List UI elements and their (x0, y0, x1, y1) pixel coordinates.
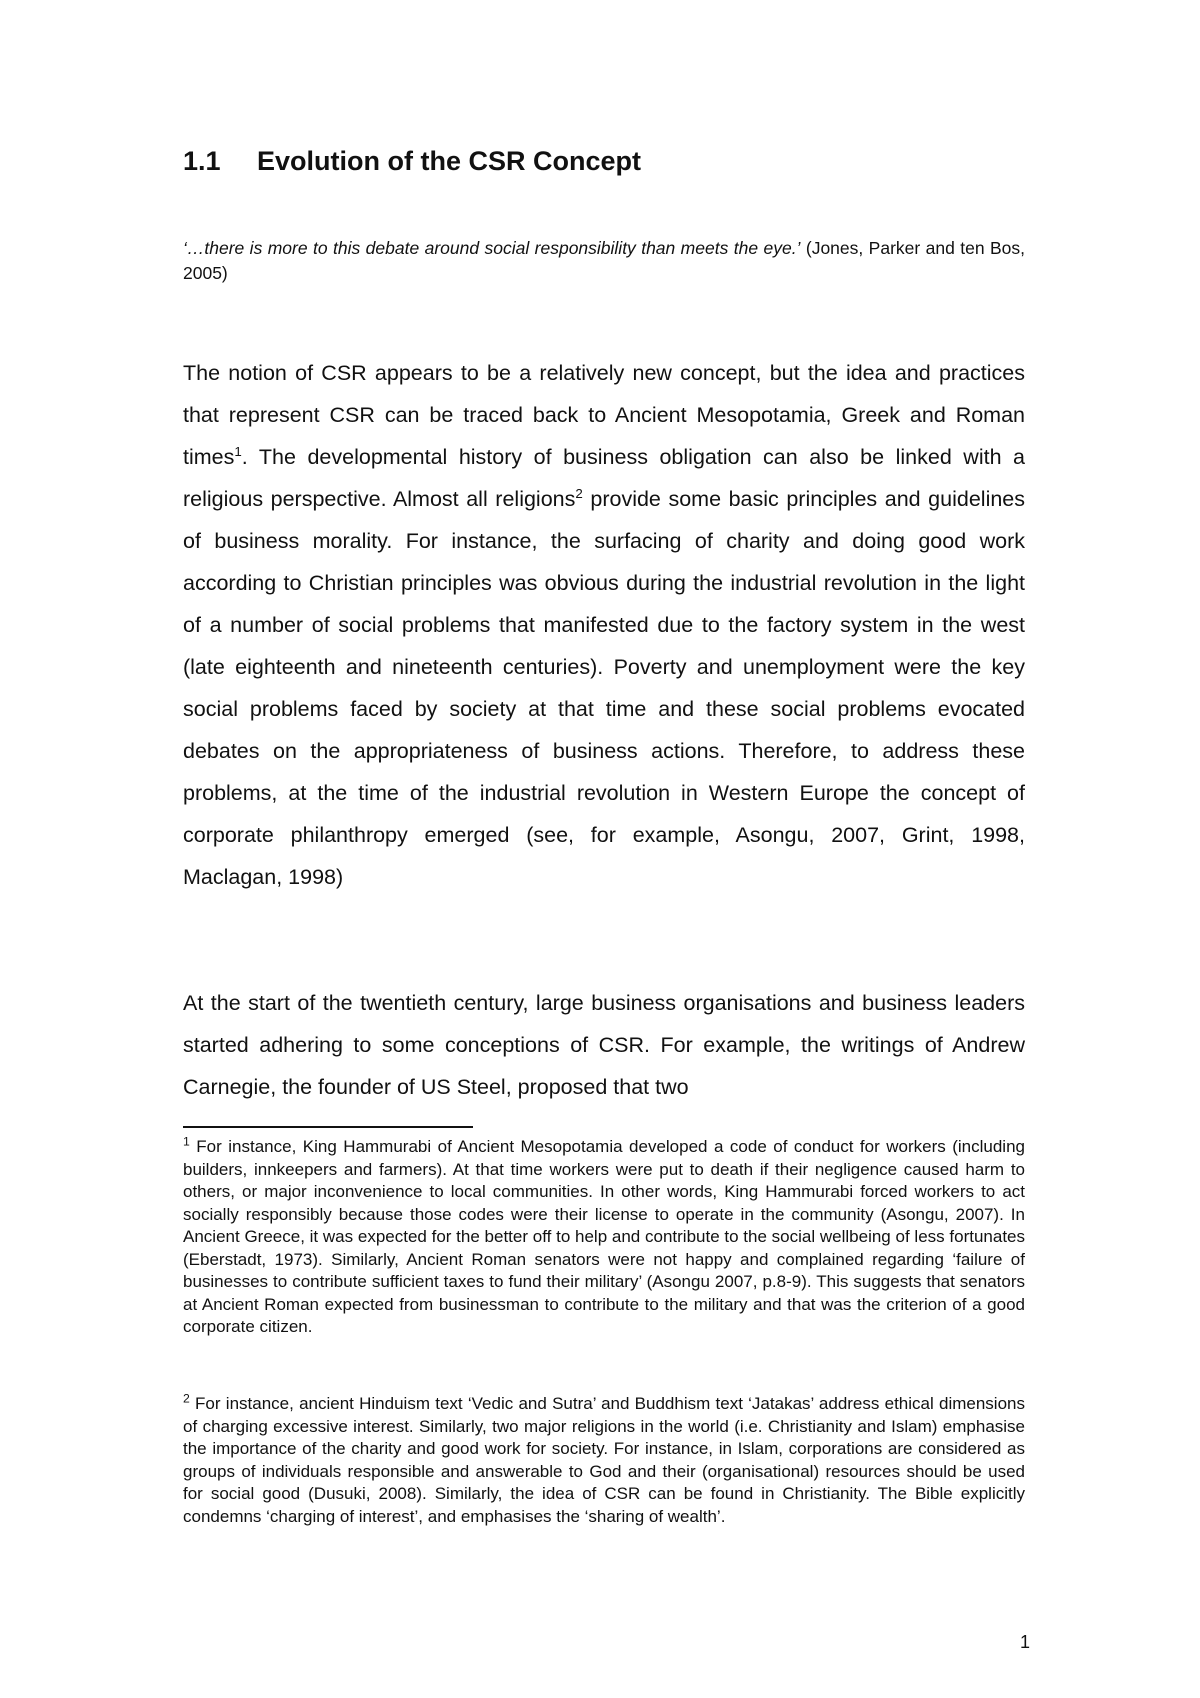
footnote-marker-2: 2 (183, 1391, 190, 1406)
section-number: 1.1 (183, 146, 221, 176)
section-heading (183, 146, 1025, 177)
footnote-marker-1: 1 (183, 1134, 190, 1149)
epigraph-quote: ‘…there is more to this debate around social responsibility than meets the eye.’ (183, 238, 801, 258)
paragraph1-text-part2: . The developmental history of business obligation can also be linked with a religious perspective. Almost all religions (183, 445, 1025, 511)
footnote-1-text: For instance, King Hammurabi of Ancient Mesopotamia developed a code of conduct for workers (including builders, innkeepers and farmers). At that time workers were put to death if their negligence caused harm to others, or major inconvenience to local communities. In other words, King Hammurabi forced workers to act socially responsibly because those codes were their license to operate in the community (Asongu, 2007). In Ancient Greece, it was expected for the better off to help and contribute to the social wellbeing of less fortunates (Eberstadt, 1973). Similarly, Ancient Roman senators were not happy and complained regarding ‘failure of businesses to contribute sufficient taxes to fund their military’ (Asongu 2007, p.8-9). This suggests that senators at Ancient Roman expected from businessman to contribute to the military and that was the criterion of a good corporate citizen. (183, 1137, 1025, 1336)
footnote-ref-2[interactable]: 2 (575, 486, 583, 502)
epigraph (183, 236, 1025, 286)
section-title: Evolution of the CSR Concept (257, 146, 641, 176)
page-number: 1 (1019, 1632, 1030, 1652)
footnote-ref-1[interactable]: 1 (234, 444, 242, 460)
footnote-1 (183, 1136, 1025, 1339)
body-paragraph-2: At the start of the twentieth century, large business organisations and business leaders started adhering to some conceptions of CSR. For example, the writings of Andrew Carnegie, the founder of US Steel, proposed that two (183, 991, 1025, 1099)
epigraph-citation: (Jones, Parker and ten Bos, 2005) (183, 238, 1025, 283)
paragraph1-text-part1: The notion of CSR appears to be a relatively new concept, but the idea and practices that represent CSR can be traced back to Ancient Mesopotamia, Greek and Roman times (183, 361, 1025, 469)
footnote-2 (183, 1393, 1025, 1528)
footnote-separator (183, 1126, 473, 1128)
body-paragraph-1 (183, 352, 1025, 898)
footnote-2-text: For instance, ancient Hinduism text ‘Vedic and Sutra’ and Buddhism text ‘Jatakas’ address ethical dimensions of charging excessive interest. Similarly, two major religions in the world (i.e. Christianity and Islam) emphasise the importance of the charity and good work for society. For instance, in Islam, corporations are considered as groups of individuals responsible and answerable to God and their (organisational) resources should be used for social good (Dusuki, 2008). Similarly, the idea of CSR can be found in Christianity. The Bible explicitly condemns ‘charging of interest’, and emphasises the ‘sharing of wealth’. (183, 1394, 1025, 1526)
paragraph1-text-part3: provide some basic principles and guidelines of business morality. For instance, the surfacing of charity and doing good work according to Christian principles was obvious during the industrial revolution in the light of a number of social problems that manifested due to the factory system in the west (late eighteenth and nineteenth centuries). Poverty and unemployment were the key social problems faced by society at that time and these social problems evocated debates on the appropriateness of business actions. Therefore, to address these problems, at the time of the industrial revolution in Western Europe the concept of corporate philanthropy emerged (see, for example, Asongu, 2007, Grint, 1998, Maclagan, 1998) (183, 487, 1026, 889)
